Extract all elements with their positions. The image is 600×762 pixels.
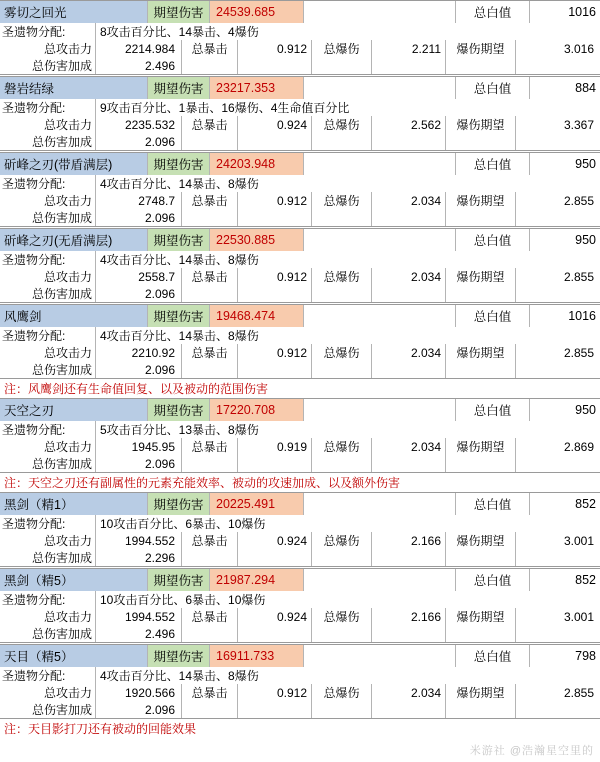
empty-cell-a xyxy=(182,361,238,378)
empty-cell-c xyxy=(312,361,372,378)
weapon-block xyxy=(0,0,600,75)
expected-damage-label: 期望伤害 xyxy=(148,153,210,175)
empty-cell-b xyxy=(238,285,312,302)
relic-row xyxy=(0,515,600,532)
relic-row xyxy=(0,23,600,40)
total-attack-label: 总攻击力 xyxy=(0,268,96,285)
empty-cell-d xyxy=(372,285,446,302)
total-dmg-bonus-value: 2.096 xyxy=(96,285,182,302)
stat-row-primary xyxy=(0,268,600,285)
weapon-block xyxy=(0,152,600,227)
relic-distribution: 4攻击百分比、14暴击、8爆伤 xyxy=(100,177,259,191)
total-crit-dmg-label: 总爆伤 xyxy=(312,608,372,625)
total-white-label: 总白值 xyxy=(456,399,530,421)
relic-label: 圣遗物分配: xyxy=(0,327,96,344)
total-attack-label: 总攻击力 xyxy=(0,532,96,549)
empty-cell-f xyxy=(516,549,600,566)
relic-row xyxy=(0,327,600,344)
total-crit-dmg-label: 总爆伤 xyxy=(312,344,372,361)
empty-cell-e xyxy=(446,361,516,378)
spacer-cell xyxy=(304,305,456,327)
relic-label: 圣遗物分配: xyxy=(0,99,96,116)
empty-cell-b xyxy=(238,133,312,150)
total-attack-label: 总攻击力 xyxy=(0,192,96,209)
empty-cell-e xyxy=(446,285,516,302)
total-crit-label: 总暴击 xyxy=(182,438,238,455)
stat-row-primary xyxy=(0,608,600,625)
empty-cell-f xyxy=(516,133,600,150)
total-attack-value: 1994.552 xyxy=(96,608,182,625)
stat-row-secondary xyxy=(0,57,600,74)
relic-row xyxy=(0,175,600,192)
total-crit-label: 总暴击 xyxy=(182,344,238,361)
crit-dmg-expect-label: 爆伤期望 xyxy=(446,268,516,285)
total-dmg-bonus-value: 2.496 xyxy=(96,625,182,642)
weapon-header-row xyxy=(0,399,600,421)
empty-cell-a xyxy=(182,133,238,150)
crit-dmg-expect-label: 爆伤期望 xyxy=(446,116,516,133)
total-dmg-bonus-label: 总伤害加成 xyxy=(0,57,96,74)
total-dmg-bonus-value: 2.296 xyxy=(96,549,182,566)
weapon-block xyxy=(0,76,600,151)
empty-cell-b xyxy=(238,455,312,472)
total-crit-dmg-value: 2.562 xyxy=(372,116,446,133)
relic-label: 圣遗物分配: xyxy=(0,515,96,532)
expected-damage-value: 24203.948 xyxy=(210,153,304,175)
stat-row-secondary xyxy=(0,361,600,378)
empty-cell-e xyxy=(446,133,516,150)
spacer-cell xyxy=(304,153,456,175)
total-crit-label: 总暴击 xyxy=(182,268,238,285)
empty-cell-d xyxy=(372,625,446,642)
crit-dmg-expect-value: 3.001 xyxy=(563,533,594,548)
total-attack-value: 2558.7 xyxy=(96,268,182,285)
relic-row xyxy=(0,99,600,116)
total-dmg-bonus-label: 总伤害加成 xyxy=(0,701,96,718)
expected-damage-value: 23217.353 xyxy=(210,77,304,99)
empty-cell-c xyxy=(312,209,372,226)
total-attack-label: 总攻击力 xyxy=(0,40,96,57)
total-dmg-bonus-label: 总伤害加成 xyxy=(0,625,96,642)
relic-label: 圣遗物分配: xyxy=(0,667,96,684)
total-crit-label: 总暴击 xyxy=(182,116,238,133)
expected-damage-value: 22530.885 xyxy=(210,229,304,251)
weapon-name: 天空之刃 xyxy=(0,399,148,421)
empty-cell-a xyxy=(182,57,238,74)
total-attack-label: 总攻击力 xyxy=(0,608,96,625)
total-crit-dmg-label: 总爆伤 xyxy=(312,40,372,57)
empty-cell-d xyxy=(372,133,446,150)
weapon-header-row xyxy=(0,493,600,515)
total-dmg-bonus-label: 总伤害加成 xyxy=(0,549,96,566)
empty-cell-a xyxy=(182,625,238,642)
total-dmg-bonus-value: 2.496 xyxy=(96,57,182,74)
relic-label: 圣遗物分配: xyxy=(0,23,96,40)
total-attack-label: 总攻击力 xyxy=(0,438,96,455)
relic-distribution: 10攻击百分比、6暴击、10爆伤 xyxy=(100,593,266,607)
expected-damage-label: 期望伤害 xyxy=(148,569,210,591)
expected-damage-value: 19468.474 xyxy=(210,305,304,327)
total-white-value: 950 xyxy=(575,233,596,247)
stat-row-primary xyxy=(0,192,600,209)
watermark: 米游社 @浩瀚星空里的 xyxy=(469,745,594,757)
crit-dmg-expect-label: 爆伤期望 xyxy=(446,40,516,57)
expected-damage-label: 期望伤害 xyxy=(148,493,210,515)
total-white-value: 950 xyxy=(575,403,596,417)
relic-distribution: 4攻击百分比、14暴击、8爆伤 xyxy=(100,329,259,343)
total-attack-value: 2214.984 xyxy=(96,40,182,57)
crit-dmg-expect-label: 爆伤期望 xyxy=(446,344,516,361)
total-crit-label: 总暴击 xyxy=(182,684,238,701)
empty-cell-b xyxy=(238,361,312,378)
total-crit-label: 总暴击 xyxy=(182,40,238,57)
total-crit-dmg-label: 总爆伤 xyxy=(312,438,372,455)
stat-row-secondary xyxy=(0,209,600,226)
total-crit-value: 0.919 xyxy=(238,438,312,455)
total-dmg-bonus-label: 总伤害加成 xyxy=(0,361,96,378)
total-attack-label: 总攻击力 xyxy=(0,684,96,701)
empty-cell-e xyxy=(446,209,516,226)
spacer-cell xyxy=(304,493,456,515)
total-crit-dmg-label: 总爆伤 xyxy=(312,192,372,209)
weapon-block xyxy=(0,644,600,719)
relic-row xyxy=(0,421,600,438)
total-attack-label: 总攻击力 xyxy=(0,116,96,133)
total-attack-label: 总攻击力 xyxy=(0,344,96,361)
relic-label: 圣遗物分配: xyxy=(0,591,96,608)
crit-dmg-expect-value: 3.016 xyxy=(563,41,594,56)
total-crit-dmg-value: 2.166 xyxy=(372,608,446,625)
stat-row-secondary xyxy=(0,455,600,472)
weapon-name: 黑剑（精5） xyxy=(0,569,148,591)
expected-damage-label: 期望伤害 xyxy=(148,77,210,99)
total-white-label: 总白值 xyxy=(456,77,530,99)
relic-row xyxy=(0,251,600,268)
crit-dmg-expect-label: 爆伤期望 xyxy=(446,192,516,209)
relic-distribution: 4攻击百分比、14暴击、8爆伤 xyxy=(100,253,259,267)
weapon-block xyxy=(0,568,600,643)
crit-dmg-expect-value: 2.855 xyxy=(563,345,594,360)
empty-cell-c xyxy=(312,455,372,472)
total-white-value: 852 xyxy=(575,497,596,511)
empty-cell-d xyxy=(372,209,446,226)
total-crit-label: 总暴击 xyxy=(182,608,238,625)
total-crit-dmg-label: 总爆伤 xyxy=(312,532,372,549)
empty-cell-a xyxy=(182,701,238,718)
total-white-label: 总白值 xyxy=(456,569,530,591)
total-crit-dmg-value: 2.034 xyxy=(372,438,446,455)
weapon-name: 斫峰之刃(带盾满层) xyxy=(0,153,148,175)
total-white-value: 1016 xyxy=(568,309,596,323)
empty-cell-c xyxy=(312,133,372,150)
expected-damage-label: 期望伤害 xyxy=(148,305,210,327)
total-dmg-bonus-label: 总伤害加成 xyxy=(0,209,96,226)
total-crit-dmg-value: 2.211 xyxy=(372,40,446,57)
total-crit-value: 0.924 xyxy=(238,116,312,133)
expected-damage-value: 24539.685 xyxy=(210,1,304,23)
empty-cell-c xyxy=(312,625,372,642)
total-crit-dmg-value: 2.034 xyxy=(372,344,446,361)
empty-cell-f xyxy=(516,361,600,378)
empty-cell-e xyxy=(446,455,516,472)
stat-row-secondary xyxy=(0,285,600,302)
spacer-cell xyxy=(304,645,456,667)
stat-row-primary xyxy=(0,344,600,361)
stat-row-secondary xyxy=(0,549,600,566)
stat-row-primary xyxy=(0,438,600,455)
expected-damage-value: 21987.294 xyxy=(210,569,304,591)
empty-cell-e xyxy=(446,57,516,74)
expected-damage-label: 期望伤害 xyxy=(148,1,210,23)
relic-distribution: 4攻击百分比、14暴击、8爆伤 xyxy=(100,669,259,683)
empty-cell-b xyxy=(238,549,312,566)
total-white-value: 950 xyxy=(575,157,596,171)
total-crit-value: 0.912 xyxy=(238,40,312,57)
stat-row-secondary xyxy=(0,133,600,150)
relic-label: 圣遗物分配: xyxy=(0,251,96,268)
weapon-block xyxy=(0,398,600,473)
total-white-value: 852 xyxy=(575,573,596,587)
total-white-label: 总白值 xyxy=(456,153,530,175)
relic-row xyxy=(0,591,600,608)
total-crit-value: 0.924 xyxy=(238,532,312,549)
crit-dmg-expect-value: 3.001 xyxy=(563,609,594,624)
relic-label: 圣遗物分配: xyxy=(0,421,96,438)
relic-distribution: 5攻击百分比、13暴击、8爆伤 xyxy=(100,423,259,437)
spacer-cell xyxy=(304,569,456,591)
weapon-block xyxy=(0,304,600,379)
weapon-name: 黑剑（精1） xyxy=(0,493,148,515)
expected-damage-value: 17220.708 xyxy=(210,399,304,421)
total-attack-value: 1945.95 xyxy=(96,438,182,455)
empty-cell-d xyxy=(372,57,446,74)
crit-dmg-expect-value: 3.367 xyxy=(563,117,594,132)
total-dmg-bonus-value: 2.096 xyxy=(96,455,182,472)
empty-cell-f xyxy=(516,455,600,472)
stat-row-primary xyxy=(0,684,600,701)
spacer-cell xyxy=(304,77,456,99)
empty-cell-c xyxy=(312,549,372,566)
crit-dmg-expect-label: 爆伤期望 xyxy=(446,684,516,701)
weapon-header-row xyxy=(0,1,600,23)
total-white-value: 1016 xyxy=(568,5,596,19)
empty-cell-a xyxy=(182,209,238,226)
weapon-block xyxy=(0,228,600,303)
stat-row-primary xyxy=(0,40,600,57)
empty-cell-f xyxy=(516,701,600,718)
empty-cell-e xyxy=(446,701,516,718)
weapon-name: 雾切之回光 xyxy=(0,1,148,23)
total-crit-label: 总暴击 xyxy=(182,532,238,549)
total-dmg-bonus-label: 总伤害加成 xyxy=(0,455,96,472)
total-attack-value: 2210.92 xyxy=(96,344,182,361)
total-white-label: 总白值 xyxy=(456,645,530,667)
total-white-label: 总白值 xyxy=(456,229,530,251)
weapon-note: 注：天空之刃还有副属性的元素充能效率、被动的攻速加成、以及额外伤害 xyxy=(4,476,401,490)
weapon-note: 注：天目影打刀还有被动的回能效果 xyxy=(4,722,197,736)
empty-cell-a xyxy=(182,285,238,302)
total-white-value: 884 xyxy=(575,81,596,95)
total-crit-dmg-value: 2.166 xyxy=(372,532,446,549)
relic-distribution: 10攻击百分比、6暴击、10爆伤 xyxy=(100,517,266,531)
weapon-note: 注：风鹰剑还有生命值回复、以及被动的范围伤害 xyxy=(4,382,269,396)
empty-cell-d xyxy=(372,455,446,472)
spacer-cell xyxy=(304,1,456,23)
empty-cell-f xyxy=(516,209,600,226)
total-crit-value: 0.912 xyxy=(238,344,312,361)
weapon-header-row xyxy=(0,229,600,251)
total-white-value: 798 xyxy=(575,649,596,663)
empty-cell-a xyxy=(182,455,238,472)
empty-cell-c xyxy=(312,701,372,718)
total-dmg-bonus-value: 2.096 xyxy=(96,209,182,226)
weapon-header-row xyxy=(0,77,600,99)
weapon-header-row xyxy=(0,645,600,667)
stat-row-primary xyxy=(0,532,600,549)
empty-cell-b xyxy=(238,209,312,226)
crit-dmg-expect-value: 2.869 xyxy=(563,439,594,454)
weapon-header-row xyxy=(0,305,600,327)
weapon-header-row xyxy=(0,569,600,591)
empty-cell-c xyxy=(312,285,372,302)
relic-row xyxy=(0,667,600,684)
total-attack-value: 1920.566 xyxy=(96,684,182,701)
stat-row-secondary xyxy=(0,625,600,642)
weapon-name: 磐岩结绿 xyxy=(0,77,148,99)
empty-cell-a xyxy=(182,549,238,566)
total-crit-dmg-label: 总爆伤 xyxy=(312,268,372,285)
empty-cell-e xyxy=(446,625,516,642)
empty-cell-e xyxy=(446,549,516,566)
weapon-name: 天目（精5） xyxy=(0,645,148,667)
expected-damage-label: 期望伤害 xyxy=(148,645,210,667)
relic-label: 圣遗物分配: xyxy=(0,175,96,192)
total-crit-value: 0.912 xyxy=(238,268,312,285)
total-dmg-bonus-label: 总伤害加成 xyxy=(0,285,96,302)
expected-damage-label: 期望伤害 xyxy=(148,399,210,421)
total-crit-value: 0.912 xyxy=(238,684,312,701)
total-crit-dmg-value: 2.034 xyxy=(372,268,446,285)
total-attack-value: 2235.532 xyxy=(96,116,182,133)
spacer-cell xyxy=(304,399,456,421)
stat-row-primary xyxy=(0,116,600,133)
stat-row-secondary xyxy=(0,701,600,718)
total-crit-dmg-label: 总爆伤 xyxy=(312,684,372,701)
empty-cell-f xyxy=(516,57,600,74)
crit-dmg-expect-label: 爆伤期望 xyxy=(446,608,516,625)
crit-dmg-expect-value: 2.855 xyxy=(563,193,594,208)
total-white-label: 总白值 xyxy=(456,493,530,515)
relic-distribution: 9攻击百分比、1暴击、16爆伤、4生命值百分比 xyxy=(100,101,350,115)
empty-cell-f xyxy=(516,285,600,302)
empty-cell-d xyxy=(372,361,446,378)
empty-cell-b xyxy=(238,625,312,642)
total-crit-dmg-label: 总爆伤 xyxy=(312,116,372,133)
empty-cell-b xyxy=(238,57,312,74)
crit-dmg-expect-label: 爆伤期望 xyxy=(446,438,516,455)
total-crit-value: 0.912 xyxy=(238,192,312,209)
crit-dmg-expect-value: 2.855 xyxy=(563,685,594,700)
total-crit-label: 总暴击 xyxy=(182,192,238,209)
total-dmg-bonus-label: 总伤害加成 xyxy=(0,133,96,150)
total-dmg-bonus-value: 2.096 xyxy=(96,133,182,150)
expected-damage-value: 20225.491 xyxy=(210,493,304,515)
spacer-cell xyxy=(304,229,456,251)
weapon-block xyxy=(0,492,600,567)
crit-dmg-expect-value: 2.855 xyxy=(563,269,594,284)
empty-cell-c xyxy=(312,57,372,74)
empty-cell-d xyxy=(372,701,446,718)
total-crit-dmg-value: 2.034 xyxy=(372,684,446,701)
weapon-name: 斫峰之刃(无盾满层) xyxy=(0,229,148,251)
empty-cell-b xyxy=(238,701,312,718)
relic-distribution: 8攻击百分比、14暴击、4爆伤 xyxy=(100,25,259,39)
total-dmg-bonus-value: 2.096 xyxy=(96,701,182,718)
total-white-label: 总白值 xyxy=(456,305,530,327)
total-crit-dmg-value: 2.034 xyxy=(372,192,446,209)
empty-cell-f xyxy=(516,625,600,642)
expected-damage-value: 16911.733 xyxy=(210,645,304,667)
total-dmg-bonus-value: 2.096 xyxy=(96,361,182,378)
total-attack-value: 2748.7 xyxy=(96,192,182,209)
total-attack-value: 1994.552 xyxy=(96,532,182,549)
empty-cell-d xyxy=(372,549,446,566)
expected-damage-label: 期望伤害 xyxy=(148,229,210,251)
crit-dmg-expect-label: 爆伤期望 xyxy=(446,532,516,549)
weapon-name: 风鹰剑 xyxy=(0,305,148,327)
total-crit-value: 0.924 xyxy=(238,608,312,625)
total-white-label: 总白值 xyxy=(456,1,530,23)
weapon-header-row xyxy=(0,153,600,175)
